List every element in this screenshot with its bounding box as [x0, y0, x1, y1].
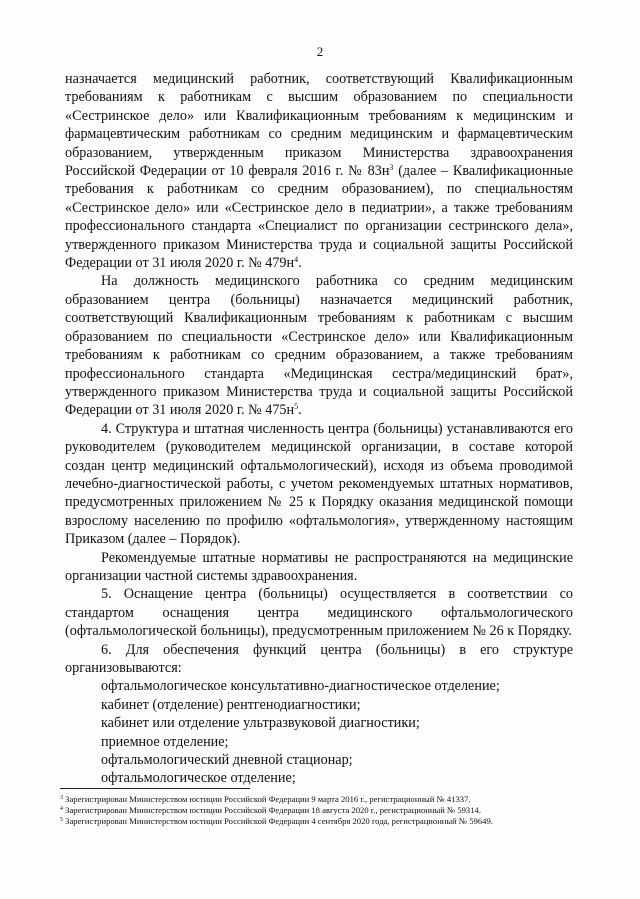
body-text [65, 70, 573, 788]
footnote-ref-3: 3 [389, 163, 394, 173]
footnote-divider [60, 788, 250, 789]
list-item: кабинет или отделение ультразвуковой диагностики; [101, 715, 420, 732]
footnote-3: $^3$ Зарегистрирован Министерством юстиции Российской Федерации 9 марта 2016 г., регистрационный № 41337. [60, 794, 471, 804]
footnote-5: $^5$ Зарегистрирован Министерством юстиции Российской Федерации 4 сентября 2020 года, регистрационный № 59649. [60, 816, 493, 826]
paragraph-item-4: 4. Структура и штатная численность центра (больницы) устанавливаются его руководителем (руководителем медицинской организации, в составе которой создан центр медицинский офтальмологический), исходя из объема проводимой лечебно-диагностической работы, с учетом рекомендуемых штатных нормативов, предусмотренных приложением № 25 к Порядку оказания медицинской помощи взрослому населению по профилю «офтальмология», утвержденному настоящим Приказом (далее – Порядок). [65, 420, 573, 548]
footnote-4: $^4$ Зарегистрирован Министерством юстиции Российской Федерации 18 августа 2020 г., регистрационный № 59314. [60, 805, 481, 815]
footnote-ref-5: 5 [294, 402, 299, 412]
list-item: офтальмологическое консультативно-диагностическое отделение; [101, 678, 500, 695]
list-item: офтальмологический дневной стационар; [101, 752, 353, 769]
paragraph-2: На должность медицинского работника со средним медицинским образованием центра (больницы) назначается медицинский работник, соответствующий Квалификационным требованиям к работникам с высшим образованием по специальности «Сестринское дело» или Квалификационным требованиям к работникам со средним образованием, а также требованиям профессионального стандарта «Медицинская сестра/медицинский брат», утвержденного приказом Министерства труда и социальной защиты Российской Федерации от 31 июля 2020 г. № $475н^5$. [65, 273, 573, 419]
list-item: офтальмологическое отделение; [101, 770, 296, 787]
page-number: 2 [316, 44, 324, 59]
paragraph-1: назначается медицинский работник, соответствующий Квалификационным требованиям к работникам с высшим образованием по специальности «Сестринское дело» или Квалификационным требованиям к медицинским и фармацевтическим работникам со средним медицинским и фармацевтическим образованием, утвержденным приказом Министерства здравоохранения Российской Федерации от 10 февраля 2016 г. № $83н^3$ (далее – Квалификационные требования к работникам со средним образованием), по специальностям «Сестринское дело» или «Сестринское дело в педиатрии», а также требованиям профессионального стандарта «Специалист по организации сестринского дела», утвержденного приказом Министерства труда и социальной защиты Российской Федерации от 31 июля 2020 г. № $479н^4$. [65, 71, 574, 272]
footnote-ref-4: 4 [294, 255, 299, 265]
paragraph-staffing-note: Рекомендуемые штатные нормативы не распространяются на медицинские организации частной системы здравоохранения. [65, 549, 573, 584]
paragraph-item-5: 5. Оснащение центра (больницы) осуществляется в соответствии со стандартом оснащения центра медицинского офтальмологического (офтальмологической больницы), предусмотренным приложением № 26 к Порядку. [65, 586, 573, 640]
paragraph-item-6: 6. Для обеспечения функций центра (больницы) в его структуре организовываются: [65, 641, 573, 676]
list-item: кабинет (отделение) рентгенодиагностики; [101, 696, 361, 713]
list-item: приемное отделение; [101, 733, 229, 750]
footnotes [60, 794, 600, 827]
